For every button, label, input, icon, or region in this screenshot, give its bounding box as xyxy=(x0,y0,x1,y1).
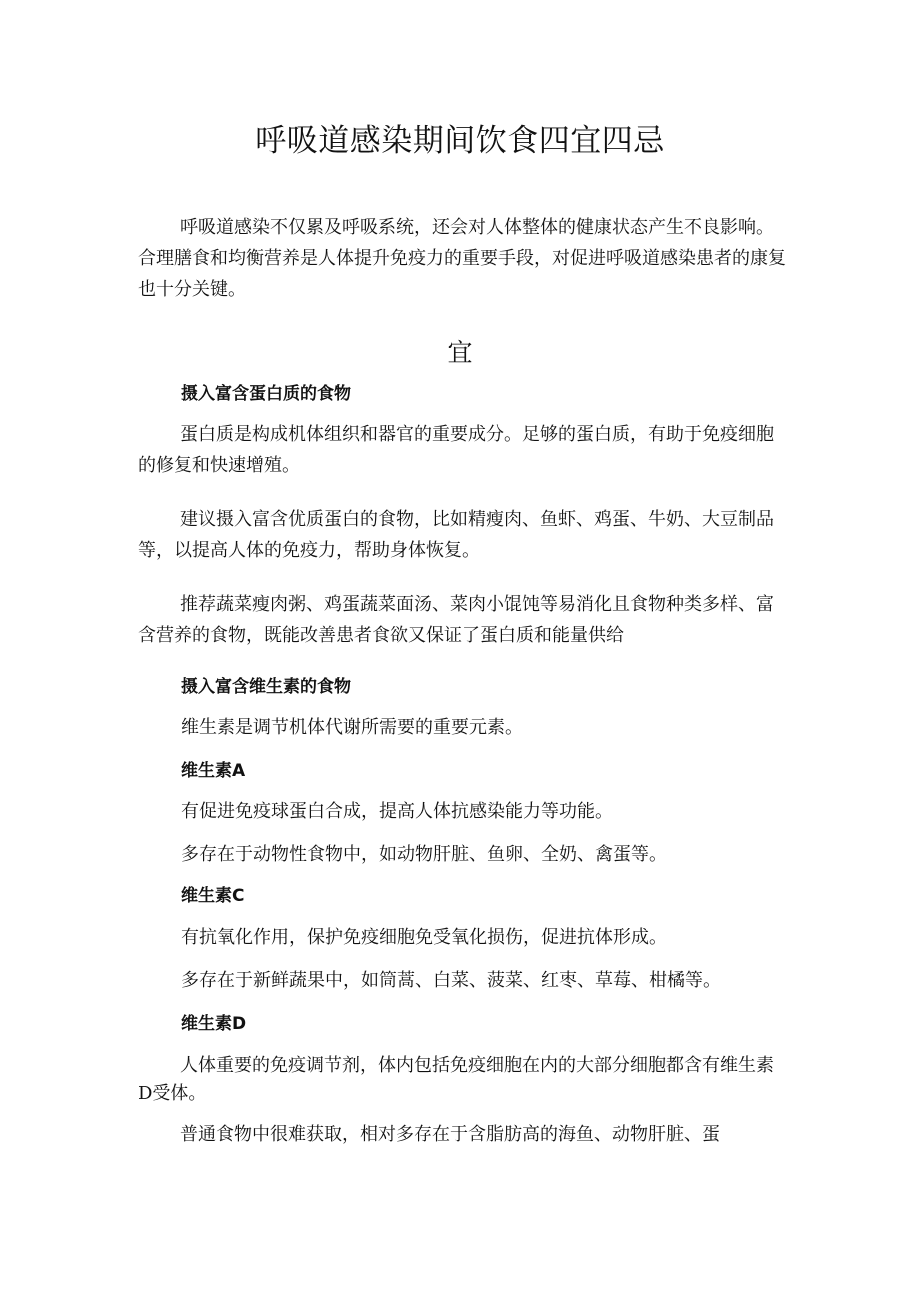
intro-paragraph: 呼吸道感染不仅累及呼吸系统，还会对人体整体的健康状态产生不良影响。合理膳食和均衡营养是人体提升免疫力的重要手段，对促进呼吸道感染患者的康复也十分关键。 xyxy=(138,217,786,300)
protein-paragraph-2: 建议摄入富含优质蛋白的食物，比如精瘦肉、鱼虾、鸡蛋、牛奶、大豆制品等，以提高人体的免疫力，帮助身体恢复。 xyxy=(138,509,774,561)
protein-paragraph-3: 推荐蔬菜瘦肉粥、鸡蛋蔬菜面汤、菜肉小馄饨等易消化且食物种类多样、富含营养的食物，既能改善患者食欲又保证了蛋白质和能量供给 xyxy=(138,594,774,646)
section-title: 宜 xyxy=(447,338,473,367)
vitamins-heading: 摄入富含维生素的食物 xyxy=(181,677,351,697)
vitamin-a-line-1: 有促进免疫球蛋白合成，提高人体抗感染能力等功能。 xyxy=(181,801,613,822)
vitamin-a-line-2: 多存在于动物性食物中，如动物肝脏、鱼卵、全奶、禽蛋等。 xyxy=(181,844,667,865)
document-title: 呼吸道感染期间饮食四宜四忌 xyxy=(255,123,665,159)
vitamin-d-paragraph-2: 普通食物中很难获取，相对多存在于含脂肪高的海鱼、动物肝脏、蛋 xyxy=(180,1124,720,1145)
vitamin-a-heading: 维生素A xyxy=(181,761,246,781)
vitamins-intro: 维生素是调节机体代谢所需要的重要元素。 xyxy=(181,717,523,738)
vitamin-c-line-2: 多存在于新鲜蔬果中，如筒蒿、白菜、菠菜、红枣、草莓、柑橘等。 xyxy=(181,970,721,991)
protein-heading: 摄入富含蛋白质的食物 xyxy=(181,384,351,404)
vitamin-c-line-1: 有抗氧化作用，保护免疫细胞免受氧化损伤，促进抗体形成。 xyxy=(181,927,667,948)
protein-paragraph-1: 蛋白质是构成机体组织和器官的重要成分。足够的蛋白质，有助于免疫细胞的修复和快速增殖。 xyxy=(138,424,774,476)
vitamin-d-heading: 维生素D xyxy=(181,1014,247,1034)
vitamin-d-paragraph-1: 人体重要的免疫调节剂，体内包括免疫细胞在内的大部分细胞都含有维生素D受体。 xyxy=(138,1055,774,1104)
vitamin-c-heading: 维生素C xyxy=(181,886,245,906)
